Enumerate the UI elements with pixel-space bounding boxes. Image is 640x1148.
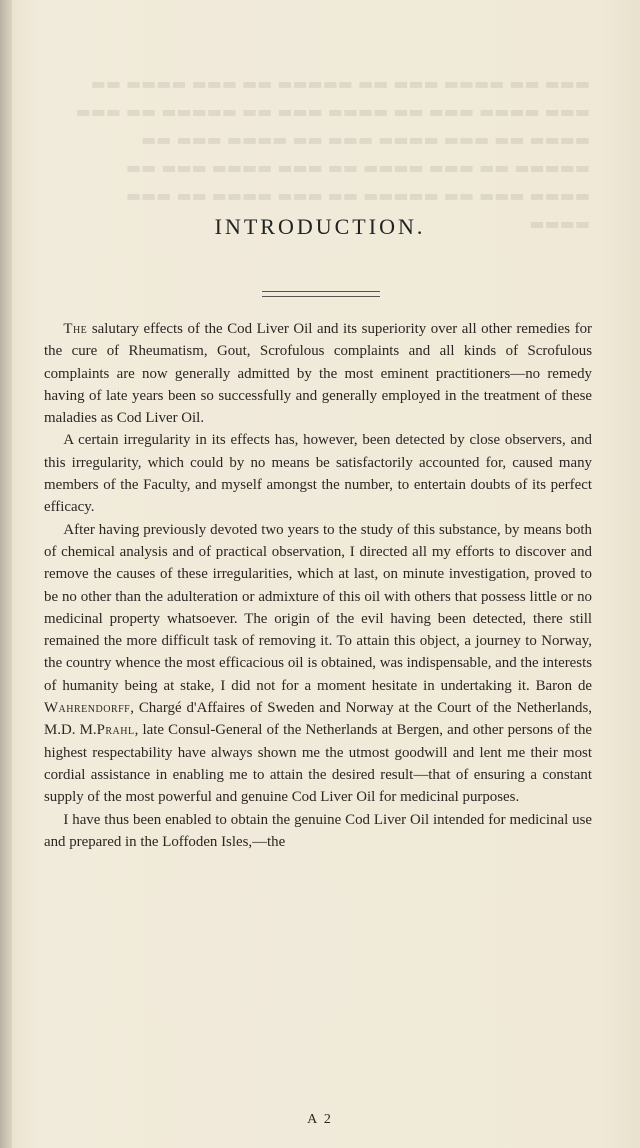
title-rule-divider: [262, 291, 380, 297]
signature-mark: A 2: [307, 1112, 333, 1127]
bleed-through-texture: ▬▬▬ ▬▬ ▬▬▬▬ ▬▬▬ ▬▬ ▬▬▬▬▬ ▬▬ ▬▬▬ ▬▬▬▬ ▬▬ ▬▬▬ ▬▬▬▬ ▬▬▬ ▬▬ ▬▬▬▬ ▬▬▬ ▬▬ ▬▬▬▬▬ ▬▬ ▬▬▬ ▬▬▬▬ ▬▬ ▬▬▬ ▬▬▬▬ ▬▬▬ ▬▬ ▬▬▬▬ ▬▬▬ ▬▬ ▬▬▬▬▬ ▬▬ ▬▬▬ ▬▬▬▬ ▬▬ ▬▬▬ ▬▬▬▬ ▬▬▬ ▬▬ ▬▬▬▬ ▬▬▬ ▬▬ ▬▬▬▬▬ ▬▬ ▬▬▬ ▬▬▬▬ ▬▬ ▬▬▬ ▬▬▬▬: [75, 74, 590, 233]
book-spine-shadow: [0, 0, 12, 1148]
paragraph-4: I have thus been enabled to obtain the genuine Cod Liver Oil intended for medicinal use and prepared in the Loffoden Isles,—the: [44, 811, 592, 850]
paragraph-1-lead: The: [63, 321, 88, 337]
paragraph-3-part1: After having previously devoted two years to the study of this substance, by means both of chemical analysis and of practical observation, I directed all my efforts to discover and remove the causes of these irregularities, which at last, on minute investigation, proved to be no other than the adulteration or admixture of this oil with others that possess little or no medicinal property whatsoever. The origin of the evil having been detected, there still remained the more difficult task of removing it. To attain this object, a journey to Norway, the country whence the most efficacious oil is obtained, was indispensable, and the interests of humanity being at stake, I did not for a moment hesitate in undertaking it. Baron de: [44, 521, 592, 694]
name-wahrendorff: Wahrendorff: [44, 700, 131, 717]
paragraph-3-part2: , Chargé d'Affaires of Sweden and Norway at the Court of the Netherlands, M.D. M.: [44, 700, 592, 739]
name-prahl: Prahl: [96, 722, 135, 739]
paragraph-3: [44, 519, 592, 809]
paragraph-1-body: salutary effects of the Cod Liver Oil and its superiority over all other remedies for the cure of Rheumatism, Gout, Scrofulous complaints and all kinds of Scrofulous complaints are now generally admitted by the most eminent practitioners—no remedy having of late years been so successfully and generally employed in the treatment of these maladies as Cod Liver Oil.: [44, 321, 592, 427]
page-title: INTRODUCTION.: [214, 214, 426, 239]
body-text: [44, 318, 592, 853]
paragraph-1: [44, 318, 592, 429]
paragraph-2: A certain irregularity in its effects has, however, been detected by close observers, and this irregularity, which could by no means be satisfactorily accounted for, caused many members of the Faculty, and myself amongst the number, to entertain doubts of its perfect efficacy.: [44, 432, 592, 516]
paragraph-3-part3: , late Consul-General of the Netherlands at Bergen, and other persons of the highest respectability have always shown me the utmost goodwill and lent me their most cordial assistance in enabling me to attain the desired result—that of ensuring a constant supply of the most powerful and genuine Cod Liver Oil for medicinal purposes.: [44, 722, 593, 806]
